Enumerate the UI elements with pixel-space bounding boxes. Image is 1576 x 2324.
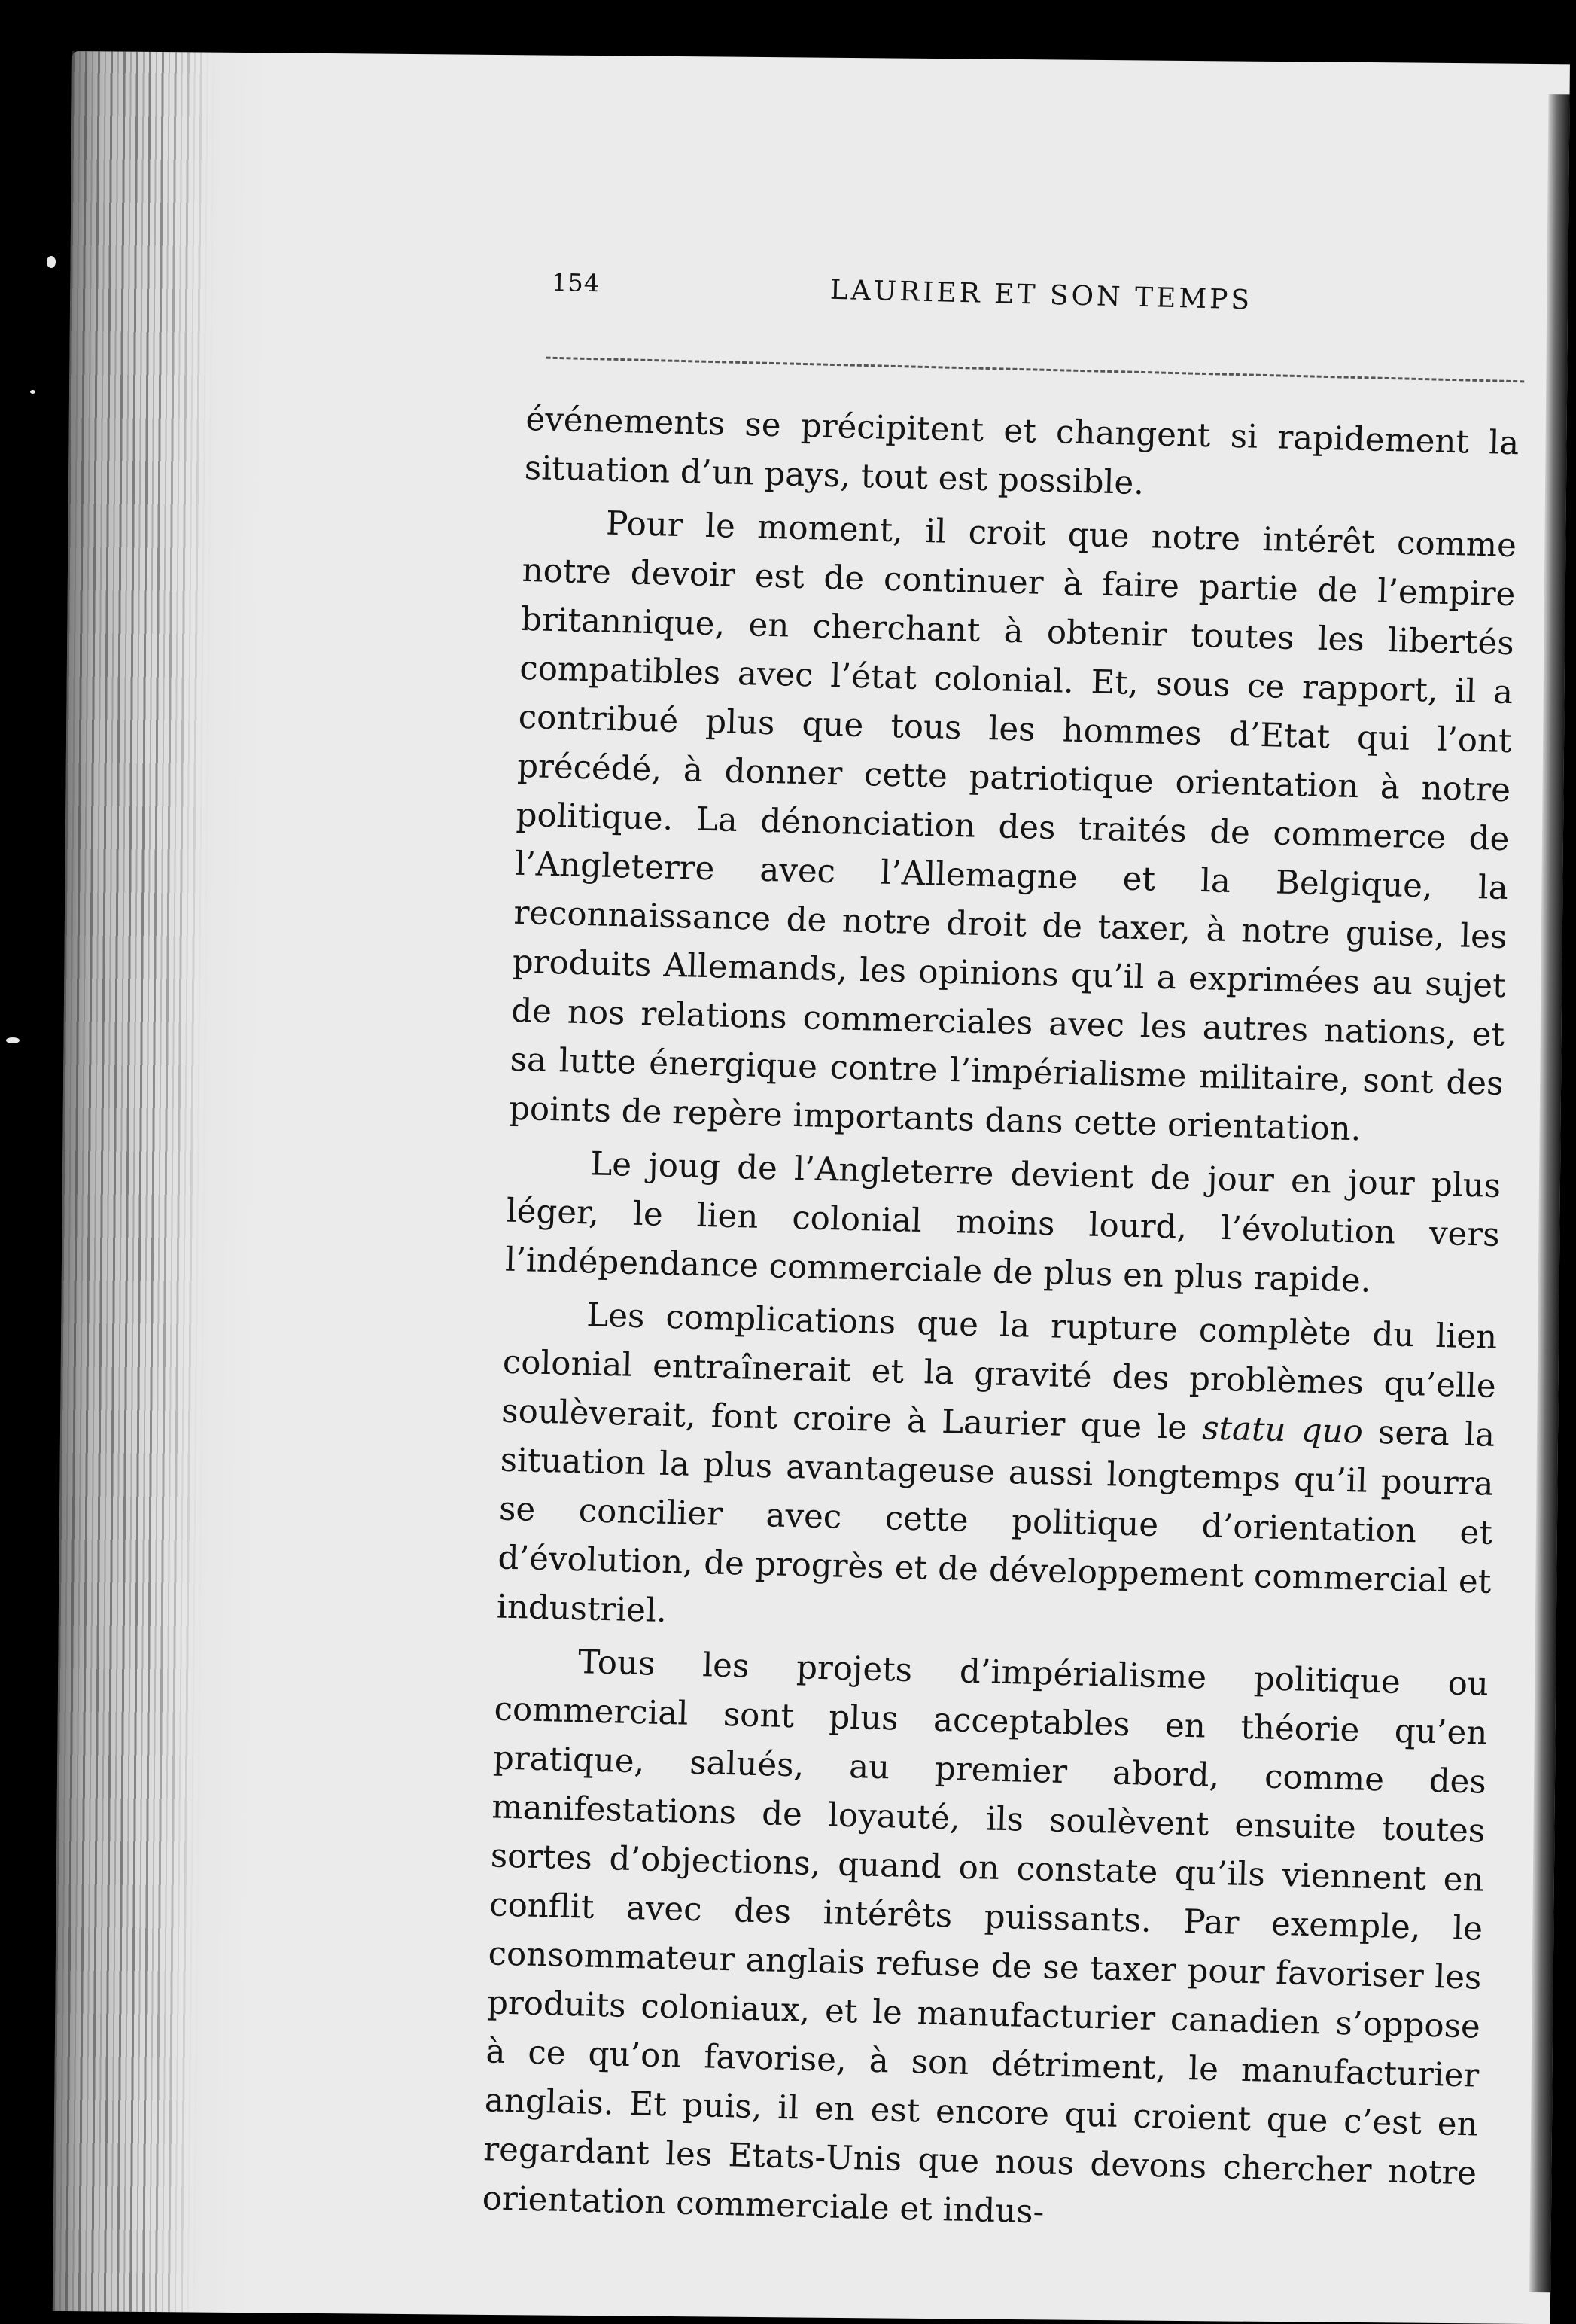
film-speck bbox=[6, 1037, 20, 1043]
paragraph: Pour le moment, il croit que notre intérêt comme notre devoir est de continuer à faire partie de l’empire britannique, en cherchant à obtenir toutes les libertés compatibles avec l’état colonial. Et, sous ce rapport, il a contribué plus que tous les hommes d’Etat qui l’ont précédé, à donner cette patriotique orientation à notre politique. La dénonciation des traités de commerce de l’Angleterre avec l’Allemagne et la Belgique, la reconnaissance de notre droit de taxer, à notre guise, les produits Allemands, les opinions qu’il a exprimées au sujet de nos relations commerciales avec les autres nations, et sa lutte énergique contre l’impérialisme militaire, sont des points de repère importants dans cette orientation. bbox=[508, 504, 1517, 1149]
film-speck bbox=[30, 390, 35, 394]
paragraph: Le joug de l’Angleterre devient de jour en jour plus léger, le lien colonial moins lourd, l’évolution vers l’indépendance commerciale de plus en plus rapide. bbox=[504, 1145, 1501, 1300]
book-page bbox=[53, 51, 1570, 2324]
page-spine-shadow bbox=[53, 51, 215, 2313]
paragraph bbox=[496, 1290, 1498, 1656]
paragraph-text: Les complications que la rupture complète du lien colonial entraînerait et la gravité des problèmes qu’elle soulèverait, font croire à Laurier que le bbox=[500, 1296, 1498, 1448]
header-rule bbox=[546, 357, 1525, 383]
page-right-edge bbox=[1529, 94, 1569, 2292]
paragraph: Tous les projets d’impérialisme politique ou commercial sont plus acceptables en théorie qu’en pratique, salués, au premier abord, comme des manifestations de loyauté, ils soulèvent ensuite toutes sortes d’objections, quand on constate qu’ils viennent en conflit avec des intérêts puissants. Par exemple, le consommateur anglais refuse de se taxer pour favoriser les produits coloniaux, et le manufacturier canadien s’oppose à ce qu’on favorise, à son détriment, le manufacturier anglais. Et puis, il en est encore qui croient que c’est en regardant les Etats-Unis que nous devons chercher notre orientation commerciale et indus- bbox=[482, 1643, 1489, 2231]
paragraph-text: sera la situation la plus avantageuse aussi longtemps qu’il pourra se concilier avec cette politique d’orientation et d’évolution, de progrès et de développement commercial et industriel. bbox=[496, 1413, 1495, 1631]
film-speck bbox=[47, 256, 56, 268]
latin-phrase: statu quo bbox=[1201, 1409, 1364, 1451]
page-content bbox=[446, 265, 1520, 2231]
page-number: 154 bbox=[551, 267, 601, 298]
paragraph-continued: événements se précipitent et changent si rapidement la situation d’un pays, tout est possible. bbox=[524, 400, 1520, 503]
running-head bbox=[446, 265, 1515, 344]
running-head-title: LAURIER ET SON TEMPS bbox=[829, 274, 1253, 316]
body-text bbox=[482, 395, 1520, 2252]
